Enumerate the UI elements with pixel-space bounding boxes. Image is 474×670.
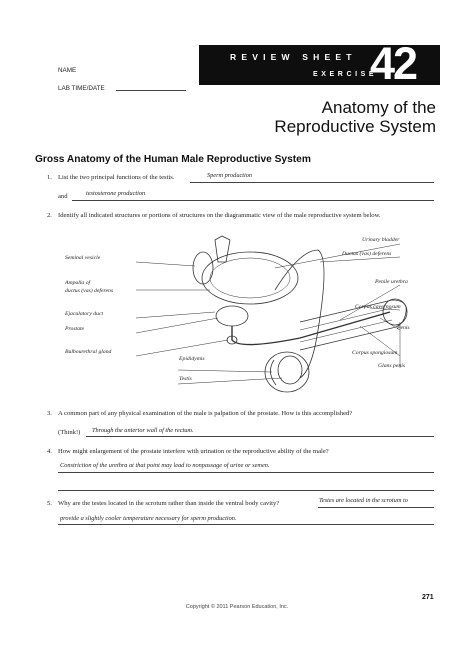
leader-lines (136, 244, 400, 384)
q5-answer-field-2[interactable] (58, 524, 434, 525)
q5-answer-field-1[interactable] (318, 507, 434, 508)
page-number: 271 (422, 594, 434, 601)
glans-shape (383, 299, 407, 325)
epididymis-shape (270, 360, 276, 385)
q4-text: How might enlargement of the prostate interfere with urination or the reproductive ability of the male? (58, 448, 329, 455)
label-ductus-deferens: Ductus (vas) deferens (342, 251, 392, 257)
q5-answer-1: Testes are located in the scrotum to (319, 497, 408, 504)
q3-text: A common part of any physical examination of the male is palpation of the prostate. How is this accomplished? (58, 410, 353, 417)
label-glans-penis: Glans penis (378, 363, 406, 369)
label-corpus-cavernosum: Corpus cavernosum (355, 304, 401, 310)
label-prostate: Prostate (65, 326, 85, 332)
bladder-shape (202, 252, 298, 304)
q1-answer-field-2[interactable] (72, 200, 434, 201)
label-seminal-vesicle: Seminal vesicle (65, 255, 101, 261)
copyright: Copyright © 2011 Pearson Education, Inc. (185, 604, 289, 610)
q5-answer-2: provide a slightly cooler temperature necessary for sperm production. (60, 515, 237, 522)
q5-text: Why are the testes located in the scrotum rather than inside the ventral body cavity? (58, 500, 280, 507)
label-penis: Penis (397, 325, 410, 331)
label-ampulla-1: Ampulla of (65, 280, 91, 286)
q1-number: 1. (47, 174, 52, 181)
q4-answer-field-2[interactable] (58, 490, 434, 491)
q3-answer-field[interactable] (86, 436, 434, 437)
exercise-number: 42 (370, 38, 417, 89)
testis-shape (278, 356, 302, 384)
label-urinary-bladder: Urinary bladder (362, 237, 400, 243)
section-heading: Gross Anatomy of the Human Male Reproductive System (35, 154, 311, 165)
title-line-1: Anatomy of the (321, 98, 436, 117)
q5-number: 5. (47, 500, 52, 507)
label-ejaculatory-duct: Ejaculatory duct (65, 311, 104, 317)
q2-number: 2. (47, 212, 52, 219)
label-bulbourethral-gland: Bulbourethral gland (65, 349, 112, 355)
q4-number: 4. (47, 448, 52, 455)
q3-number: 3. (47, 410, 52, 417)
name-label: NAME (58, 67, 77, 74)
seminal-vesicle-shape (193, 252, 213, 284)
lab-time-field[interactable] (116, 90, 186, 91)
label-testis: Testis (179, 376, 192, 382)
ureter-shape (215, 236, 230, 262)
label-epididymis: Epididymis (179, 356, 205, 362)
q4-answer-field-1[interactable] (58, 472, 434, 473)
q1-and-label: and (58, 193, 68, 200)
q4-answer: Constriction of the urethra at that point may lead to nonpassage of urine or semen. (60, 462, 270, 469)
label-penile-urethra: Penile urethra (375, 279, 408, 285)
q1-text: List the two principal functions of the testis. (58, 174, 175, 181)
review-sheet-label: REVIEW SHEET (230, 52, 357, 62)
urethra-path (232, 312, 390, 345)
bladder-inner (210, 258, 290, 298)
male-reproductive-diagram (0, 225, 474, 395)
q1-answer-field-1[interactable] (190, 182, 434, 183)
page-title (274, 98, 436, 136)
exercise-label: EXERCISE (313, 71, 378, 78)
label-ampulla-2: ductus (vas) deferens (65, 288, 114, 294)
q2-text: Identify all indicated structures or portions of structures on the diagrammatic view of the male reproductive system below. (58, 212, 381, 219)
q3-answer: Through the anterior wall of the rectum. (92, 427, 194, 434)
anatomy-drawing (193, 236, 407, 392)
q1-answer-1: Sperm production (207, 172, 253, 179)
lab-time-label: LAB TIME/DATE (58, 85, 105, 92)
q1-answer-2: testosterone production (86, 190, 146, 197)
prostate-shape (216, 306, 248, 326)
title-line-2: Reproductive System (274, 117, 436, 136)
q3-think-label: (Think!) (58, 429, 81, 436)
label-corpus-spongiosum: Corpus spongiosum (352, 350, 398, 356)
